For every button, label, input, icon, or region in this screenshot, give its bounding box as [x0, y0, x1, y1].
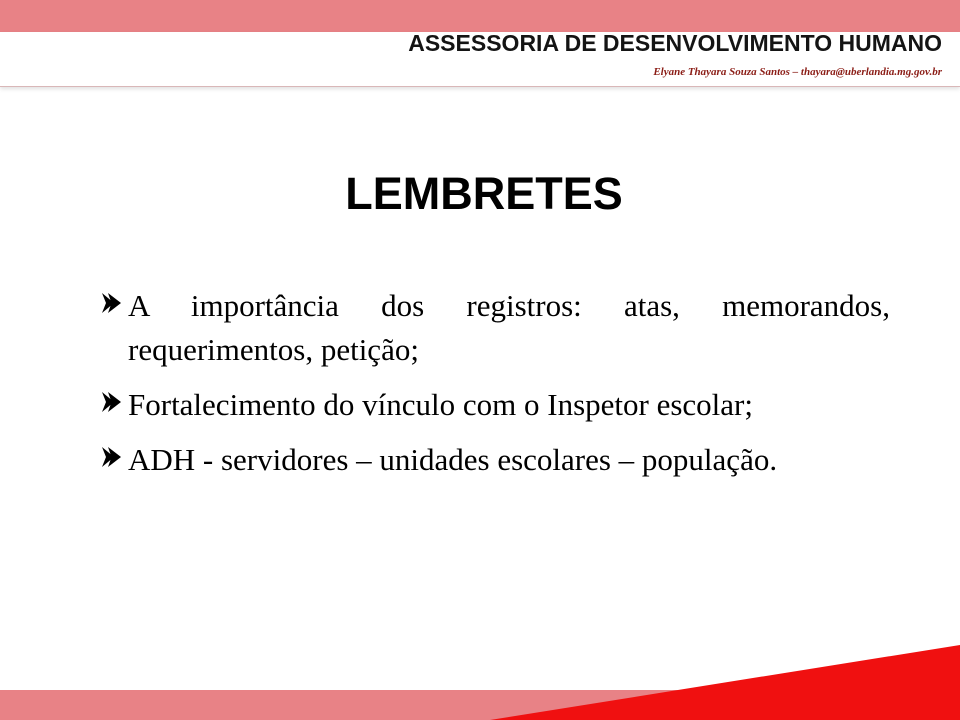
bullet-item: [100, 383, 890, 427]
bullet-text: Fortalecimento do vínculo com o Inspetor escolar;: [128, 387, 753, 422]
header-subtitle: Elyane Thayara Souza Santos – thayara@uberlandia.mg.gov.br: [653, 66, 942, 78]
arrow-check-bullet-icon: [100, 444, 122, 470]
bullet-item: [100, 438, 890, 482]
bullet-item: [100, 284, 890, 372]
slide-title: LEMBRETES: [345, 168, 623, 219]
bottom-decorative-band: [0, 690, 960, 720]
bullet-list: [100, 284, 890, 493]
arrow-check-bullet-icon: [100, 389, 122, 415]
bullet-text: A importância dos registros: atas, memorandos, requerimentos, petição;: [128, 288, 890, 367]
bullet-text: ADH - servidores – unidades escolares – população.: [128, 442, 778, 477]
header-title: ASSESSORIA DE DESENVOLVIMENTO HUMANO: [408, 30, 942, 56]
top-decorative-band: [0, 0, 960, 32]
arrow-check-bullet-icon: [100, 290, 122, 316]
